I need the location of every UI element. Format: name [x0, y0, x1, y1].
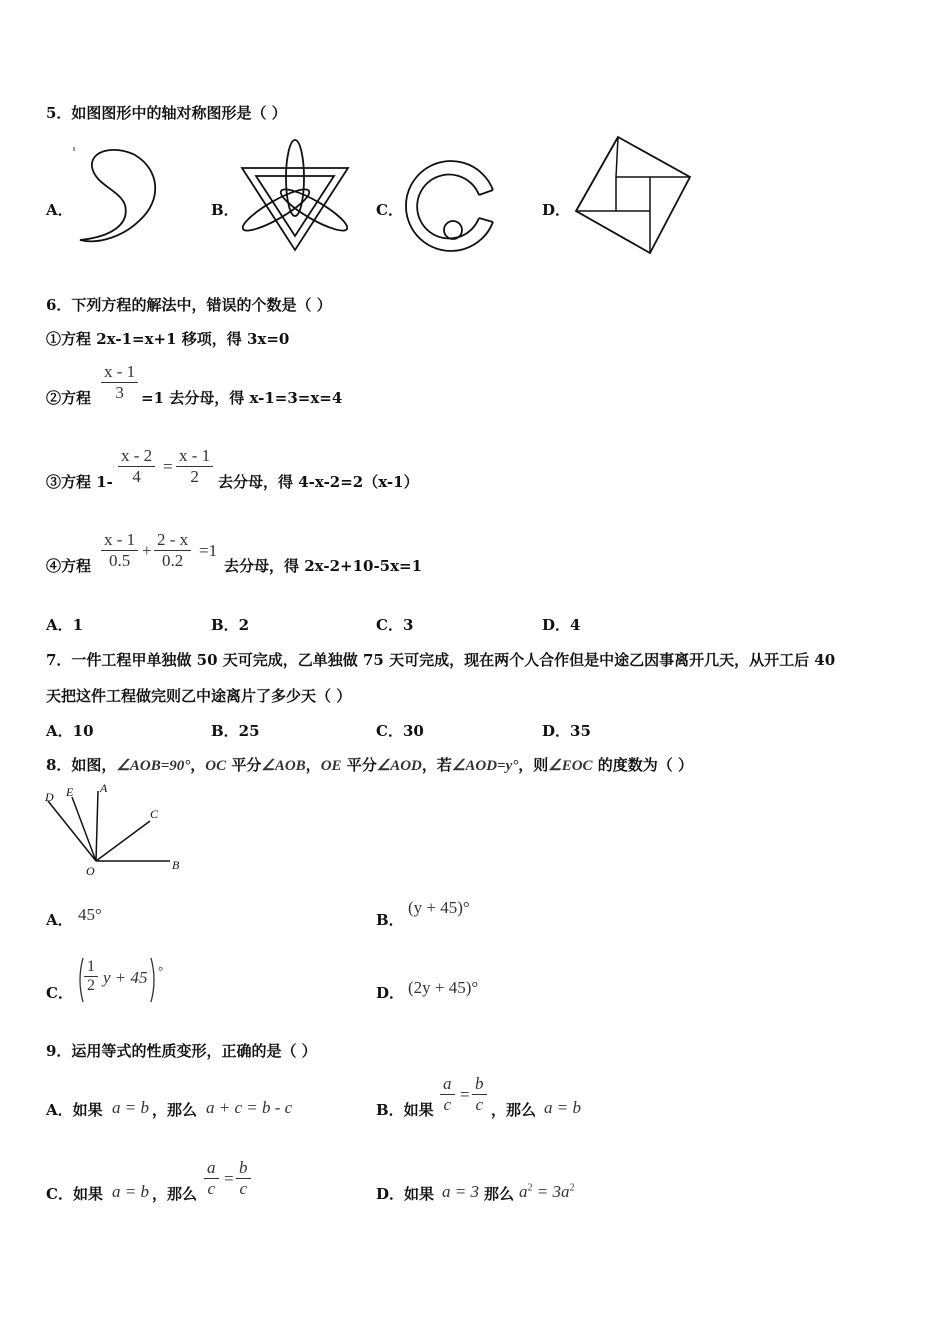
q8-label-d: D: [45, 790, 54, 804]
q7-stem-line-2: 天把这件工程做完则乙中途离片了多少天（ ）: [46, 687, 352, 705]
q8-label-c: C: [150, 807, 159, 821]
q9-option-d-exponent-1: 2: [527, 1182, 533, 1194]
q6-item-3-suffix: 去分母，得 4-x-2=2（x-1）: [218, 473, 419, 491]
q8-option-d-label: D．: [376, 984, 405, 1002]
q8-angle-figure: [40, 783, 190, 878]
q9-option-c-then: ，那么: [152, 1185, 198, 1203]
q8-stem: [46, 754, 693, 775]
q6-item-4-prefix: ④方程: [46, 557, 92, 575]
q9-option-a-label: A．如果: [46, 1101, 103, 1119]
q9-option-c-fraction-2: [236, 1158, 251, 1199]
q6-item-3-fraction-2: [176, 446, 213, 487]
q8-text-4: 平分: [341, 756, 377, 774]
q6-item-1: ①方程 2x-1=x+1 移项，得 3x=0: [46, 330, 290, 348]
q6-item-4-equals: =1: [199, 541, 218, 560]
q8-option-d-math: (2y + 45)°: [408, 978, 479, 997]
q7-option-d: D．35: [542, 722, 591, 740]
q8-angle-aob-90: ∠AOB=90°: [116, 758, 191, 774]
q8-label-o: O: [86, 864, 95, 878]
q9-option-d-rhs: = 3a: [532, 1182, 570, 1201]
q6-item-2-prefix: ②方程: [46, 389, 92, 407]
q6-item-3-f2-denominator: 2: [190, 467, 199, 486]
q8-ray-oc: OC: [205, 758, 227, 774]
q8-text-1: ，: [190, 756, 206, 774]
q8-text-7: 的度数为（ ）: [592, 756, 693, 774]
q5-figure-d-square-pinwheel: [570, 135, 695, 257]
q6-option-c: C．3: [376, 616, 414, 634]
q6-item-3-f1-denominator: 4: [132, 467, 141, 486]
q9-option-a-result: a + c = b - c: [206, 1098, 293, 1117]
q9-option-b-f1-denominator: c: [443, 1095, 452, 1114]
q9-option-d-base: a: [519, 1182, 528, 1201]
q8-angle-aob: ∠AOB: [261, 758, 306, 774]
q9-option-b-then: ，那么: [491, 1101, 537, 1119]
q8-angle-aod-y: ∠AOD=y°: [451, 758, 519, 774]
q8-option-c-numerator: 1: [84, 958, 98, 977]
q6-item-2-denominator: 3: [115, 383, 124, 402]
q7-option-b: B．25: [211, 722, 260, 740]
q9-option-b-result: a = b: [544, 1098, 581, 1117]
q9-option-b-f1-numerator: a: [440, 1074, 455, 1095]
q6-stem: 6．下列方程的解法中，错误的个数是（ ）: [46, 296, 332, 314]
q6-item-3-equals: =: [163, 457, 173, 476]
q6-item-2-fraction: [101, 362, 138, 403]
q9-option-c-label: C．如果: [46, 1185, 103, 1203]
q6-item-3-f1-numerator: x - 2: [118, 446, 155, 467]
q9-option-a-condition: a = b: [112, 1098, 149, 1117]
q5-figure-a-comma-shape: [70, 145, 165, 250]
q5-option-d: D．: [542, 201, 571, 219]
q8-option-a-label: A．: [46, 911, 73, 929]
q8-text-3: ，: [305, 756, 321, 774]
q9-option-c-f1-denominator: c: [207, 1179, 216, 1198]
q8-label-a: A: [100, 781, 108, 795]
q8-stem-number: 8．如图，: [46, 756, 117, 774]
q9-option-d-exponent-2: 2: [569, 1182, 575, 1194]
q8-option-b-label: B．: [376, 911, 404, 929]
q6-item-4-f2-denominator: 0.2: [161, 551, 184, 570]
q6-item-4-suffix: 去分母，得 2x-2+10-5x=1: [224, 557, 423, 575]
q9-option-d-condition: a = 3: [442, 1182, 479, 1201]
q8-option-b-math: (y + 45)°: [408, 898, 470, 917]
q8-text-2: 平分: [226, 756, 262, 774]
q8-option-c-fraction: [84, 958, 98, 995]
q9-option-c-f2-denominator: c: [239, 1179, 248, 1198]
q9-option-b-equals: =: [460, 1085, 470, 1104]
q8-option-c-paren-right: [150, 957, 158, 1003]
q9-option-b-f2-numerator: b: [472, 1074, 487, 1095]
q6-item-2-suffix: =1 去分母，得 x-1=3=x=4: [141, 389, 343, 407]
q6-item-4-f1-denominator: 0.5: [108, 551, 131, 570]
q6-item-4-f1-numerator: x - 1: [101, 530, 138, 551]
q8-option-c-rest: [103, 968, 148, 988]
q5-option-a: A．: [46, 201, 73, 219]
q8-ray-oe: OE: [320, 758, 342, 774]
q8-option-c-label: C．: [46, 984, 73, 1002]
q6-option-d: D．4: [542, 616, 581, 634]
q9-option-c-fraction-1: [204, 1158, 219, 1199]
q8-angle-eoc: ∠EOC: [548, 758, 593, 774]
q7-stem-line-1: 7．一件工程甲单独做 50 天可完成，乙单独做 75 天可完成，现在两个人合作但是中途乙因事离开几天，从开工后 40: [46, 651, 836, 669]
q9-option-c-equals: =: [224, 1169, 234, 1188]
q6-item-3-f2-numerator: x - 1: [176, 446, 213, 467]
q5-figure-c-ring-shape: [405, 160, 500, 255]
q7-option-a: A．10: [46, 722, 94, 740]
q8-option-c-denominator: 2: [87, 977, 95, 994]
q5-option-b: B．: [211, 201, 239, 219]
q9-option-a-then: ，那么: [152, 1101, 198, 1119]
q6-option-a: A．1: [46, 616, 84, 634]
q6-item-2-numerator: x - 1: [101, 362, 138, 383]
q5-option-c: C．: [376, 201, 403, 219]
q8-option-a-math: 45°: [78, 905, 102, 924]
q8-label-b: B: [172, 858, 180, 872]
q8-angle-aod: ∠AOD: [376, 758, 422, 774]
q9-option-d-result: [519, 1182, 574, 1202]
q8-option-c-paren-left: [76, 957, 84, 1003]
q8-text-6: ，则: [518, 756, 549, 774]
q8-option-c-degree: °: [158, 963, 164, 978]
q9-option-b-fraction-2: [472, 1074, 487, 1115]
q5-figure-b-triangle-ellipses: [240, 138, 350, 258]
q9-option-d-label: D．如果: [376, 1185, 435, 1203]
q6-item-4-fraction-1: [101, 530, 138, 571]
q9-option-b-f2-denominator: c: [475, 1095, 484, 1114]
q9-option-b-fraction-1: [440, 1074, 455, 1115]
q6-item-4-fraction-2: [154, 530, 191, 571]
q6-item-4-plus: +: [142, 541, 152, 560]
q7-option-c: C．30: [376, 722, 424, 740]
q9-option-c-f2-numerator: b: [236, 1158, 251, 1179]
q8-option-c-expression: y + 45: [103, 968, 148, 987]
q6-item-4-f2-numerator: 2 - x: [154, 530, 191, 551]
q8-label-e: E: [66, 785, 74, 799]
q6-option-b: B．2: [211, 616, 250, 634]
q8-text-5: ，若: [421, 756, 452, 774]
q9-option-c-f1-numerator: a: [204, 1158, 219, 1179]
q6-item-3-prefix: ③方程 1-: [46, 473, 113, 491]
q9-option-c-condition: a = b: [112, 1182, 149, 1201]
q9-stem: 9．运用等式的性质变形，正确的是（ ）: [46, 1042, 317, 1060]
q9-option-d-then: 那么: [484, 1185, 515, 1203]
q6-item-3-fraction-1: [118, 446, 155, 487]
q9-option-b-label: B．如果: [376, 1101, 434, 1119]
q5-stem: 5．如图图形中的轴对称图形是（ ）: [46, 104, 287, 122]
